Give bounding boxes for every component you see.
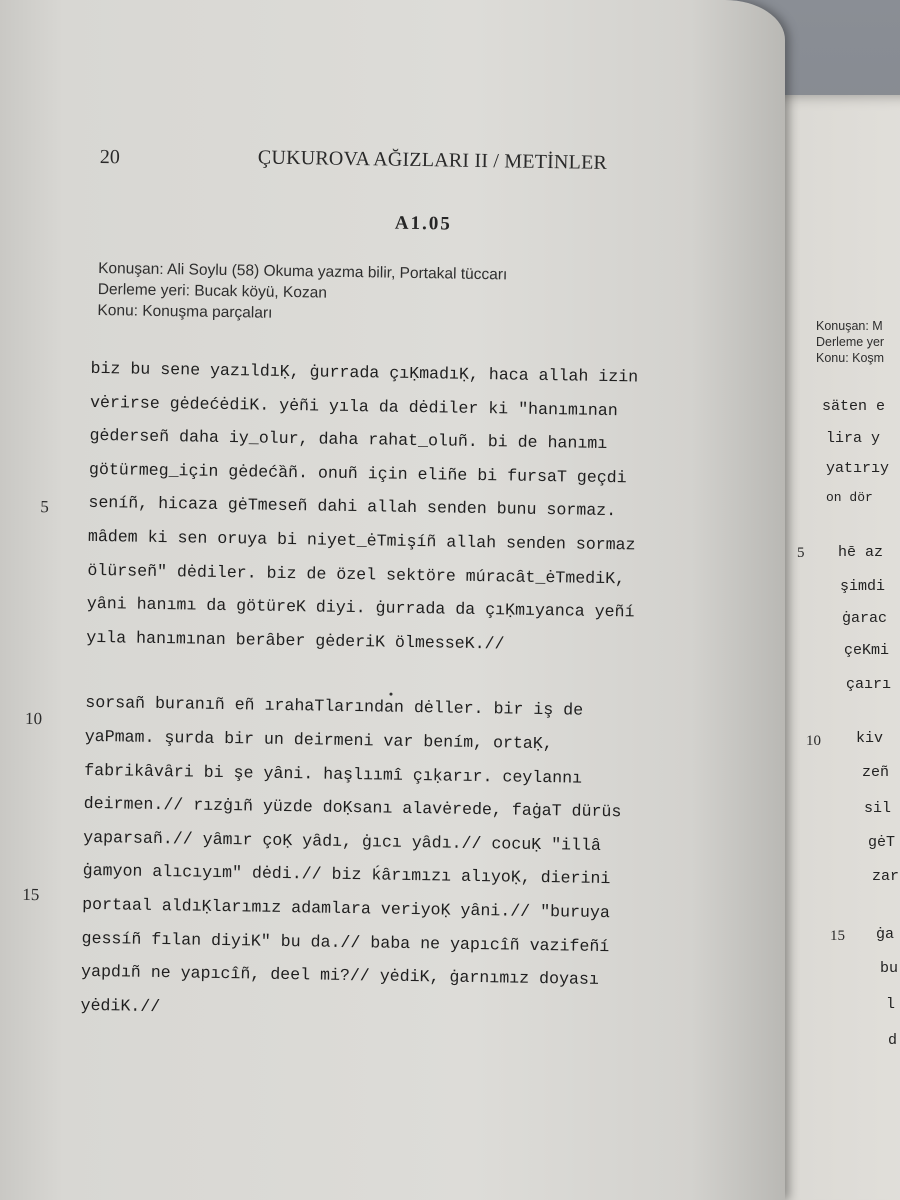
text-line: ġamyon alıcıyım" dėdi.// biz ḱȃrımızı alıyoḲ, dierini [82, 861, 611, 889]
right-text-line: lira y [826, 430, 881, 447]
page-number: 20 [99, 146, 121, 169]
right-text-line: sil [864, 800, 892, 817]
location-line: Derleme yeri: Bucak köyü, Kozan [97, 280, 328, 302]
text-line: yȃni hanımı da götüreK diyi. ġurrada da çıḲmıyanca yeñí [86, 594, 635, 622]
right-meta-line: Derleme yer [816, 335, 885, 349]
line-number: 10 [24, 708, 43, 729]
right-text-line: şimdi [840, 578, 886, 595]
right-meta-line: Konu: Koşm [816, 351, 885, 365]
text-line: yapdıñ ne yapıcîñ, deel mi?// yėdiK, ġarnımız doyası [80, 961, 599, 990]
right-text-line: ġa [876, 926, 895, 943]
speaker-meta [97, 258, 507, 327]
speaker-line: Konuşan: Ali Soylu (58) Okuma yazma bilir, Portakal tüccarı [98, 259, 508, 284]
text-line: ölürseñ" dėdiler. biz de özel sektöre múracȃt_ėTmediK, [87, 560, 626, 588]
text-line: portaal aldıḲlarımız adamlara veriyoḲ yȃni.// "buruya [82, 894, 611, 923]
right-text-line: zeñ [862, 764, 890, 781]
right-meta-line: Konuşan: M [816, 319, 883, 333]
topic-line: Konu: Konuşma parçaları [97, 301, 273, 322]
right-text-line: çeKmi [844, 642, 890, 659]
text-line: biz bu sene yazıldıḲ, ġurrada çıḲmadıḲ, haca allah izin [90, 358, 639, 387]
right-text-line: gėT [868, 834, 896, 851]
right-text-line: säten e [822, 398, 886, 415]
text-line: sorsañ buranıñ eñ ırahaTlarından dėller. bir iş de [85, 693, 584, 721]
right-text-line: zar [872, 868, 900, 885]
right-text-line: yatırıy [826, 460, 890, 477]
line-number: 5 [40, 497, 50, 517]
text-line: vėrirse gėdećėdiK. yėñi yıla da dėdiler ki "hanımınan [89, 392, 618, 420]
right-text-line: hē az [838, 544, 884, 561]
text-line: götürmeg_için gėdećȁñ. onuñ için eliñe bi fursaT geçdi [88, 459, 627, 488]
right-text-line: kiv [856, 730, 884, 747]
text-line: yıla hanımınan berȃber gėderiK ölmesseK.// [86, 627, 505, 654]
right-page-meta [816, 318, 884, 366]
text-line: yaPmam. şurda bir un deirmeni var bením, ortaḲ, [84, 726, 553, 754]
text-line: yaparsañ.// yȃmır çoḲ yȃdı, ġıcı yȃdı.// cocuḲ "illȃ [83, 827, 602, 855]
right-line-number: 10 [806, 733, 821, 749]
text-line: mȃdem ki sen oruya bi niyet_ėTmişíñ allah senden sormaz [87, 526, 636, 555]
running-head: ÇUKUROVA AĞIZLARI II / METİNLER [257, 146, 608, 174]
text-line: seníñ, hicaza gėTmeseñ dahi allah senden bunu sormaz. [88, 493, 617, 521]
right-line-number: 15 [830, 928, 845, 944]
text-line: yėdiK.// [80, 995, 161, 1016]
right-text-line: bu [880, 960, 899, 977]
right-text-line: l [886, 996, 896, 1013]
line-number: 15 [22, 884, 40, 905]
right-line-number: 5 [797, 545, 805, 561]
text-line: gėderseñ daha iy_olur, daha rahat_oluñ. bi de hanımı [89, 426, 608, 454]
right-text-line: ġarac [842, 610, 888, 627]
text-line: fabrikȃvȃri bi şe yȃni. haşlıımî çıḳarır. ceylannı [84, 760, 583, 788]
right-text-line: çaırı [846, 676, 892, 693]
right-text-line: on dör [826, 490, 873, 505]
text-line: gessíñ fılan diyiK" bu da.// baba ne yapıcîñ vazifeñí [81, 928, 610, 956]
right-text-line: d [888, 1032, 898, 1049]
section-id: A1.05 [394, 212, 453, 235]
transcript-text [80, 352, 770, 1033]
text-line: deirmen.// rızġıñ yüzde doḲsanı alavėrede, faġaT dürüs [83, 793, 622, 822]
